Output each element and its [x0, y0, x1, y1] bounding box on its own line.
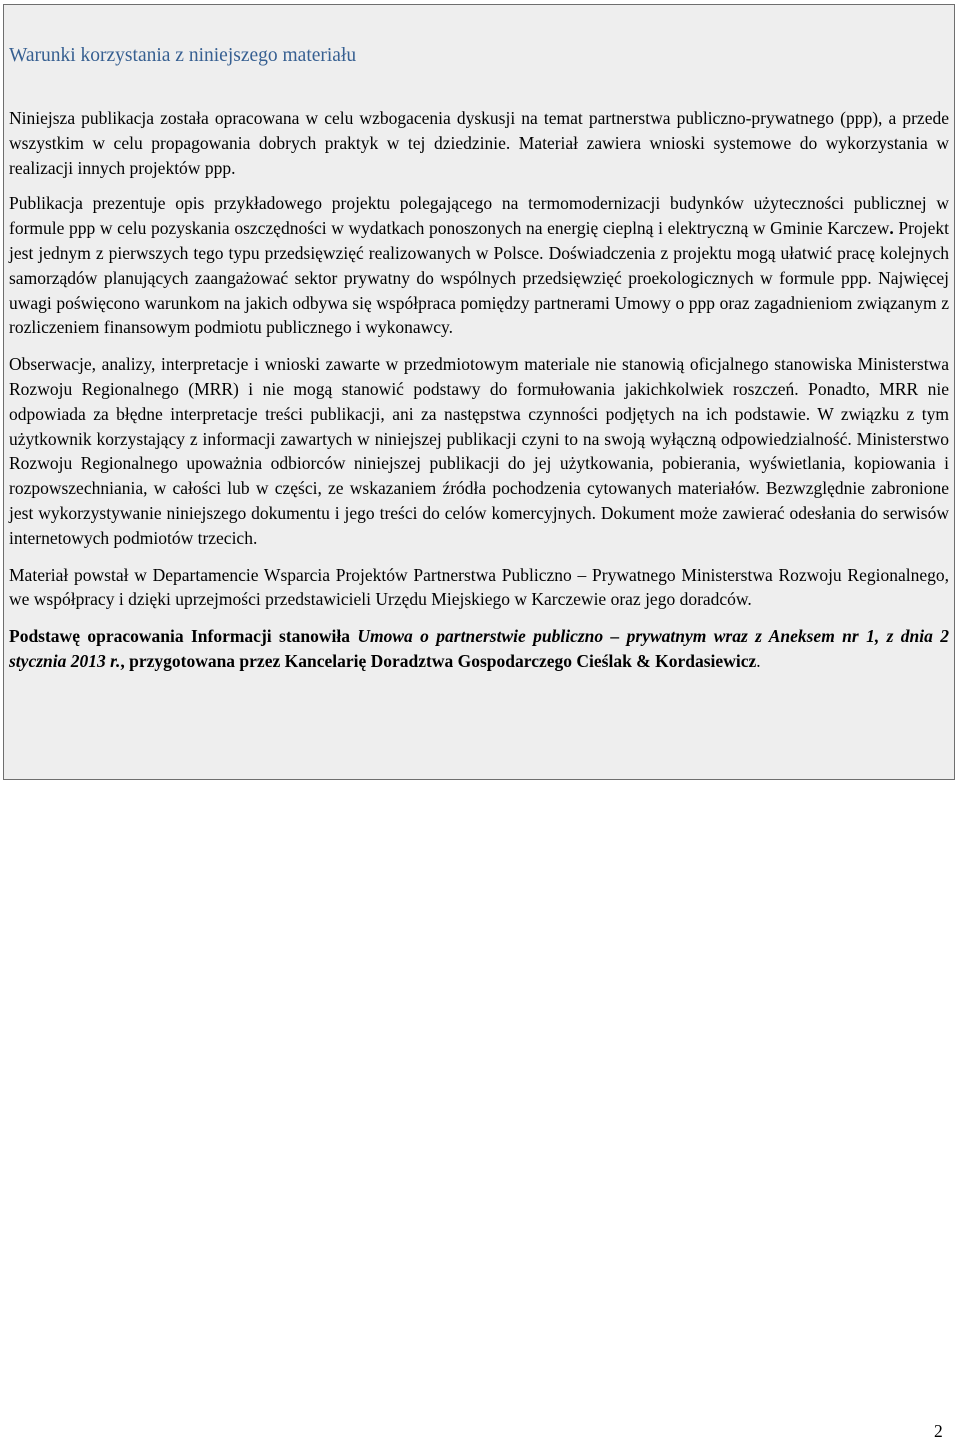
disclaimer-paragraph: Obserwacje, analizy, interpretacje i wnioski zawarte w przedmiotowym materiale nie stanowią oficjalnego stanowiska Ministerstwa Rozwoju Regionalnego (MRR) i nie mogą stanowić podstawy do formułowania jakichkolwiek roszczeń. Ponadto, MRR nie odpowiada za błędne interpretacje treści publikacji, ani za następstwa czynności podjętych na ich podstawie. W związku z tym użytkownik korzystający z informacji zawartych w niniejszej publikacji czyni to na swoją wyłączną odpowiedzialność. Ministerstwo Rozwoju Regionalnego upoważnia odbiorców niniejszej publikacji do jej użytkowania, pobierania, wyświetlania, kopiowania i rozpowszechniania, w całości lub w części, ze wskazaniem źródła pochodzenia cytowanych materiałów. Bezwzględnie zabronione jest wykorzystywanie niniejszego dokumentu i jego treści do celów komercyjnych. Dokument może zawierać odesłania do serwisów internetowych podmiotów trzecich.: [9, 354, 949, 548]
project-description-text: Publikacja prezentuje opis przykładowego projektu polegającego na termomodernizacji budynków użyteczności publicznej w formule ppp w celu pozyskania oszczędności w wydatkach ponoszonych na energię cieplną i elektryczną w Gminie Karczew: [9, 193, 949, 239]
origin-paragraph: Materiał powstał w Departamencie Wsparcia Projektów Partnerstwa Publiczno – Prywatnego Ministerstwa Rozwoju Regionalnego, we współpracy i dzięki uprzejmości przedstawicieli Urzędu Miejskiego w Karczewie oraz jego doradców.: [9, 564, 949, 610]
contract-title-text: Umowa o partnerstwie publiczno – prywatnym wraz z Aneksem nr 1, z dnia 2 stycznia 2013 r.: [9, 626, 949, 671]
intro-paragraph: Niniejsza publikacja została opracowana w celu wzbogacenia dyskusji na temat partnerstwa publiczno-prywatnego (ppp), a przede wszystkim w celu propagowania dobrych praktyk w tej dziedzinie. Materiał zawiera wnioski systemowe do wykorzystania w realizacji innych projektów ppp.: [9, 108, 949, 178]
closing-period: .: [756, 650, 761, 671]
publication-description-paragraph: [9, 191, 949, 340]
section-heading: Warunki korzystania z niniejszego materiału: [9, 45, 357, 66]
bold-period: .: [889, 218, 894, 239]
basis-lead-text: Podstawę opracowania Informacji stanowiła: [9, 626, 358, 647]
page-number: 2: [934, 1421, 943, 1441]
prepared-by-text: , przygotowana przez Kancelarię Doradztwa Gospodarczego Cieślak & Kordasiewicz: [120, 650, 757, 671]
terms-of-use-box: [3, 4, 955, 780]
basis-paragraph: [9, 624, 949, 674]
project-details-text: Projekt jest jednym z pierwszych tego typu przedsięwzięć realizowanych w Polsce. Doświadczenia z projektu mogą ułatwić pracę kolejnych samorządów planujących zaangażować sektor prywatny do wspólnych przedsięwzięć proekologicznych w formule ppp. Najwięcej uwagi poświęcono warunkom na jakich odbywa się współpraca pomiędzy partnerami Umowy o ppp oraz zagadnieniom związanym z rozliczeniem finansowym podmiotu publicznego i wykonawcy.: [9, 218, 949, 338]
